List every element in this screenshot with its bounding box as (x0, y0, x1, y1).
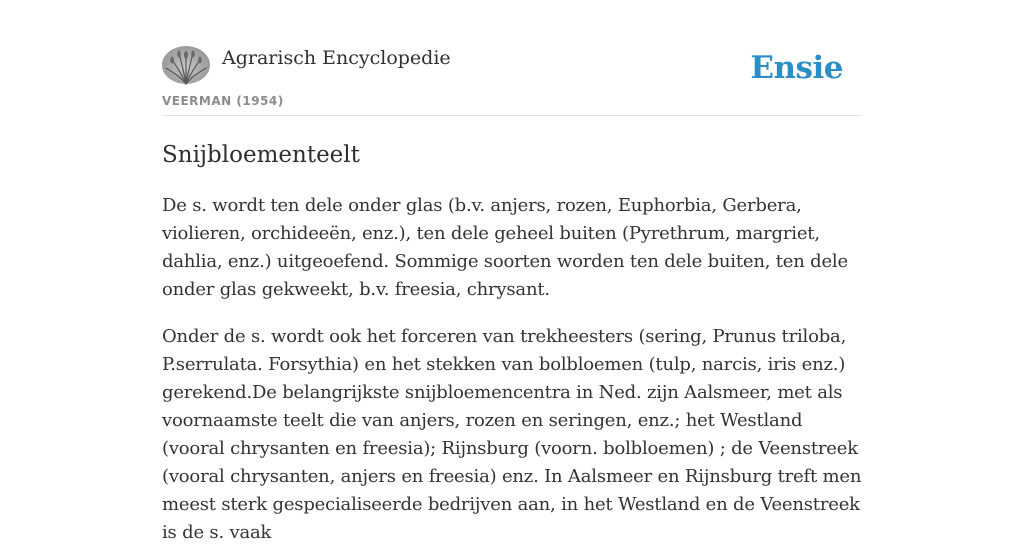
paragraph: De s. wordt ten dele onder glas (b.v. anjers, rozen, Euphorbia, Gerbera, violieren, orchideeën, enz.), ten dele geheel buiten (Pyrethrum, margriet, dahlia, enz.) uitgeoefend. Sommige soorten worden ten dele buiten, ten dele onder glas gekweekt, b.v. freesia, chrysant. (162, 195, 848, 300)
paragraph: Onder de s. wordt ook het forceren van trekheesters (sering, Prunus triloba, P.serrulata. Forsythia) en het stekken van bolbloemen (tulp, narcis, iris enz.) gerekend.De belangrijkste snijbloemencentra in Ned. zijn Aalsmeer, met als voornaamste teelt die van anjers, rozen en seringen, enz.; het Westland (vooral chrysanten en freesia); Rijnsburg (voorn. bolbloemen) ; de Veenstreek (vooral chrysanten, anjers en freesia) enz. In Aalsmeer en Rijnsburg treft men meest sterk gespecialiseerde bedrijven aan, in het Westland en de Veenstreek is de s. vaak (162, 326, 862, 543)
article-title: Snijbloementeelt (162, 142, 360, 168)
article-body (162, 192, 862, 547)
wheat-logo-icon[interactable] (162, 46, 210, 84)
book-title[interactable]: Agrarisch Encyclopedie (222, 47, 451, 69)
content-column (162, 0, 862, 543)
header (162, 0, 862, 116)
author-label: VEERMAN (1954) (162, 94, 284, 108)
brand-logo[interactable]: Ensie (750, 50, 843, 86)
